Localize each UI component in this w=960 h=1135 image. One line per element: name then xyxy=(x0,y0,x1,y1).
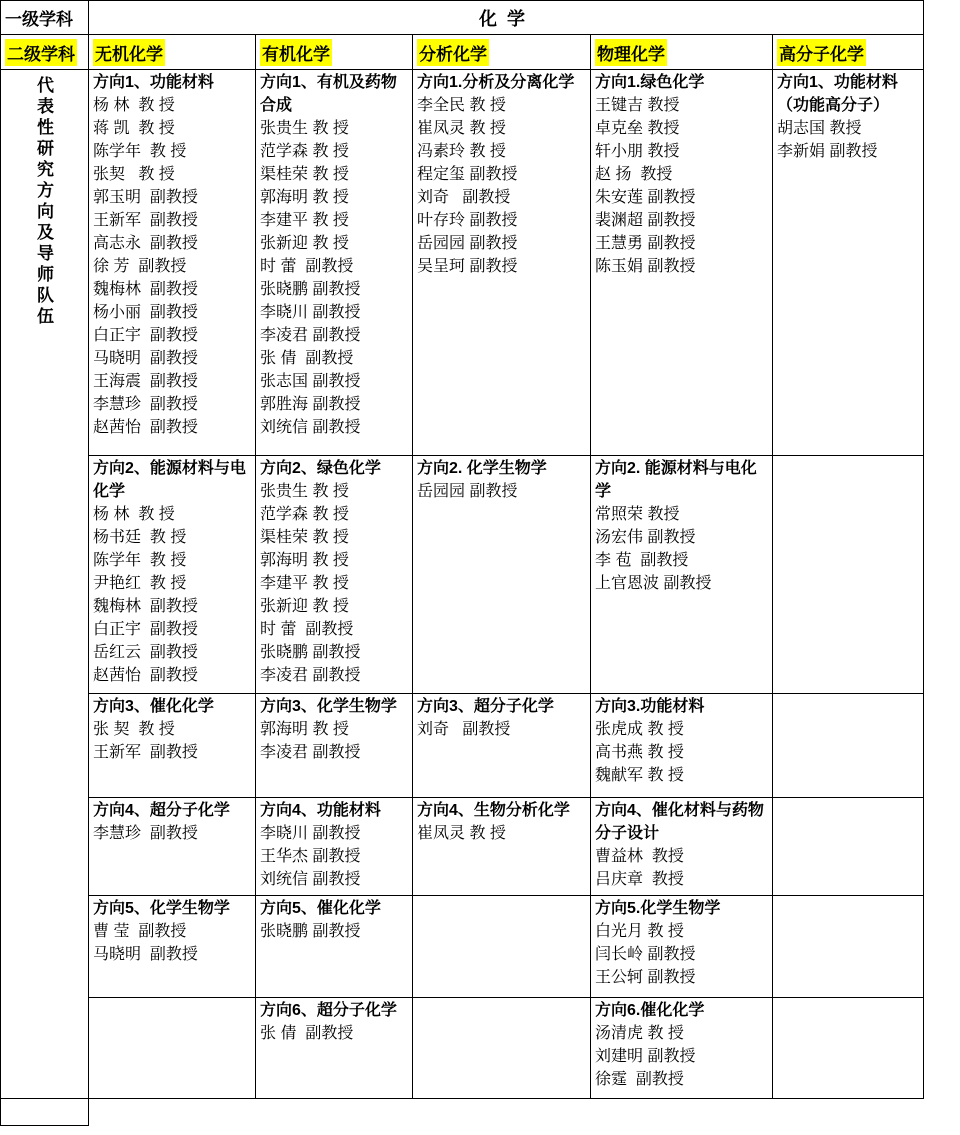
side-label-char: 队 xyxy=(37,286,54,305)
faculty-member: 张晓鹏 副教授 xyxy=(260,923,361,940)
faculty-member: 李凌君 副教授 xyxy=(260,327,361,344)
direction-row-3 xyxy=(1,694,924,798)
faculty-member: 郭海明 教 授 xyxy=(260,189,349,206)
direction-row-6 xyxy=(1,998,924,1099)
faculty-member: 郭玉明 副教授 xyxy=(93,189,198,206)
direction-title: 方向1、有机及药物合成 xyxy=(260,74,397,114)
direction-cell-r1-c1 xyxy=(89,70,256,456)
direction-cell-r5-c3 xyxy=(413,896,591,998)
direction-cell-r3-c1 xyxy=(89,694,256,798)
faculty-member: 马晓明 副教授 xyxy=(93,350,198,367)
side-label-char: 表 xyxy=(37,97,54,116)
faculty-member: 刘统信 副教授 xyxy=(260,871,361,888)
level1-discipline-label: 一级学科 xyxy=(1,1,89,35)
direction-cell-r3-c3 xyxy=(413,694,591,798)
direction-title: 方向1、功能材料（功能高分子） xyxy=(777,74,898,114)
level2-label-highlight: 二级学科 xyxy=(5,39,77,66)
column-header-inorganic xyxy=(89,35,256,70)
faculty-member: 李慧珍 副教授 xyxy=(93,396,198,413)
faculty-member: 李凌君 副教授 xyxy=(260,667,361,684)
faculty-member: 郭海明 教 授 xyxy=(260,721,349,738)
direction-row-4 xyxy=(1,798,924,896)
direction-cell-r2-c3 xyxy=(413,456,591,694)
column-header-highlight: 高分子化学 xyxy=(777,39,866,66)
faculty-member: 岳园园 副教授 xyxy=(417,235,518,252)
direction-title: 方向6.催化化学 xyxy=(595,1002,705,1019)
faculty-member: 郭胜海 副教授 xyxy=(260,396,361,413)
direction-cell-r3-c4 xyxy=(591,694,773,798)
faculty-member: 闫长岭 副教授 xyxy=(595,946,696,963)
direction-title: 方向2. 化学生物学 xyxy=(417,460,547,477)
direction-row-1 xyxy=(1,70,924,456)
column-header-highlight: 无机化学 xyxy=(93,39,165,66)
direction-cell-r6-c3 xyxy=(413,998,591,1099)
level1-row xyxy=(1,1,924,35)
faculty-member: 尹艳红 教 授 xyxy=(93,575,187,592)
level2-row xyxy=(1,35,924,70)
direction-row-5 xyxy=(1,896,924,998)
direction-title: 方向1.绿色化学 xyxy=(595,74,705,91)
direction-cell-r4-c1 xyxy=(89,798,256,896)
direction-cell-r4-c2 xyxy=(256,798,413,896)
faculty-member: 李晓川 副教授 xyxy=(260,304,361,321)
direction-cell-r5-c1 xyxy=(89,896,256,998)
faculty-member: 刘建明 副教授 xyxy=(595,1048,696,1065)
direction-cell-r2-c4 xyxy=(591,456,773,694)
faculty-member: 王公轲 副教授 xyxy=(595,969,696,986)
direction-cell-r2-c1 xyxy=(89,456,256,694)
faculty-member: 胡志国 教授 xyxy=(777,120,862,137)
direction-title: 方向4、功能材料 xyxy=(260,802,381,819)
faculty-member: 张契 教 授 xyxy=(93,166,175,183)
side-label-char: 师 xyxy=(37,265,54,284)
side-label-char: 究 xyxy=(37,160,54,179)
faculty-member: 裴渊超 副教授 xyxy=(595,212,696,229)
faculty-member: 刘奇 副教授 xyxy=(417,721,511,738)
faculty-member: 陈玉娟 副教授 xyxy=(595,258,696,275)
faculty-member: 杨 林 教 授 xyxy=(93,97,175,114)
faculty-member: 上官恩波 副教授 xyxy=(595,575,712,592)
direction-title: 方向3、超分子化学 xyxy=(417,698,554,715)
faculty-member: 张新迎 教 授 xyxy=(260,598,349,615)
direction-cell-r4-c4 xyxy=(591,798,773,896)
direction-title: 方向2. 能源材料与电化学 xyxy=(595,460,757,500)
faculty-member: 王键吉 教授 xyxy=(595,97,680,114)
faculty-member: 杨书廷 教 授 xyxy=(93,529,187,546)
direction-cell-r4-c3 xyxy=(413,798,591,896)
direction-cell-r3-c2 xyxy=(256,694,413,798)
side-label-char: 及 xyxy=(37,223,54,242)
direction-title: 方向4、超分子化学 xyxy=(93,802,230,819)
direction-title: 方向4、生物分析化学 xyxy=(417,802,570,819)
faculty-member: 马晓明 副教授 xyxy=(93,946,198,963)
direction-row-2 xyxy=(1,456,924,694)
direction-cell-r5-c2 xyxy=(256,896,413,998)
direction-title: 方向2、能源材料与电化学 xyxy=(93,460,246,500)
faculty-member: 张 契 教 授 xyxy=(93,721,175,738)
faculty-member: 李新娟 副教授 xyxy=(777,143,878,160)
faculty-member: 魏梅林 副教授 xyxy=(93,281,198,298)
faculty-member: 徐 芳 副教授 xyxy=(93,258,187,275)
faculty-member: 蒋 凯 教 授 xyxy=(93,120,175,137)
direction-title: 方向5.化学生物学 xyxy=(595,900,721,917)
direction-cell-r2-c5 xyxy=(773,456,924,694)
faculty-member: 魏梅林 副教授 xyxy=(93,598,198,615)
faculty-member: 程定玺 副教授 xyxy=(417,166,518,183)
faculty-member: 李慧珍 副教授 xyxy=(93,825,198,842)
faculty-member: 张 倩 副教授 xyxy=(260,1025,354,1042)
direction-title: 方向3.功能材料 xyxy=(595,698,705,715)
direction-cell-r1-c3 xyxy=(413,70,591,456)
faculty-member: 张志国 副教授 xyxy=(260,373,361,390)
side-label-char: 性 xyxy=(37,118,54,137)
faculty-member: 岳园园 副教授 xyxy=(417,483,518,500)
column-header-polymer xyxy=(773,35,924,70)
faculty-member: 吕庆章 教授 xyxy=(595,871,684,888)
faculty-member: 杨 林 教 授 xyxy=(93,506,175,523)
direction-cell-r4-c5 xyxy=(773,798,924,896)
faculty-member: 常照荣 教授 xyxy=(595,506,680,523)
faculty-member: 张新迎 教 授 xyxy=(260,235,349,252)
column-header-organic xyxy=(256,35,413,70)
side-label-char: 代 xyxy=(37,76,54,95)
faculty-member: 赵茜怡 副教授 xyxy=(93,667,198,684)
faculty-member: 徐霆 副教授 xyxy=(595,1071,684,1088)
faculty-member: 李全民 教 授 xyxy=(417,97,506,114)
faculty-member: 白正宇 副教授 xyxy=(93,327,198,344)
faculty-member: 渠桂荣 教 授 xyxy=(260,529,349,546)
faculty-member: 张贵生 教 授 xyxy=(260,120,349,137)
direction-title: 方向3、催化化学 xyxy=(93,698,214,715)
column-header-highlight: 物理化学 xyxy=(595,39,667,66)
level1-discipline-value: 化学 xyxy=(89,1,924,35)
faculty-member: 王海震 副教授 xyxy=(93,373,198,390)
column-header-highlight: 有机化学 xyxy=(260,39,332,66)
direction-cell-r6-c4 xyxy=(591,998,773,1099)
direction-title: 方向1.分析及分离化学 xyxy=(417,74,575,91)
direction-cell-r5-c5 xyxy=(773,896,924,998)
faculty-member: 卓克垒 教授 xyxy=(595,120,680,137)
faculty-member: 李建平 教 授 xyxy=(260,575,349,592)
direction-cell-r1-c5 xyxy=(773,70,924,456)
faculty-member: 朱安莲 副教授 xyxy=(595,189,696,206)
direction-title: 方向4、催化材料与药物分子设计 xyxy=(595,802,764,842)
side-label-char: 方 xyxy=(37,181,54,200)
side-label-char: 研 xyxy=(37,139,54,158)
faculty-member: 李建平 教 授 xyxy=(260,212,349,229)
side-header-vertical-label xyxy=(1,70,89,1099)
faculty-member: 冯素玲 教 授 xyxy=(417,143,506,160)
direction-cell-r1-c4 xyxy=(591,70,773,456)
faculty-member: 王新军 副教授 xyxy=(93,744,198,761)
faculty-member: 崔凤灵 教 授 xyxy=(417,825,506,842)
direction-cell-r1-c2 xyxy=(256,70,413,456)
faculty-member: 白正宇 副教授 xyxy=(93,621,198,638)
faculty-member: 张贵生 教 授 xyxy=(260,483,349,500)
faculty-member: 高志永 副教授 xyxy=(93,235,198,252)
faculty-member: 崔凤灵 教 授 xyxy=(417,120,506,137)
faculty-member: 范学森 教 授 xyxy=(260,143,349,160)
faculty-member: 张晓鹏 副教授 xyxy=(260,644,361,661)
faculty-member: 张 倩 副教授 xyxy=(260,350,354,367)
direction-title: 方向1、功能材料 xyxy=(93,74,214,91)
faculty-member: 渠桂荣 教 授 xyxy=(260,166,349,183)
column-header-highlight: 分析化学 xyxy=(417,39,489,66)
faculty-member: 魏献军 教 授 xyxy=(595,767,684,784)
column-header-analytical xyxy=(413,35,591,70)
faculty-member: 李凌君 副教授 xyxy=(260,744,361,761)
faculty-member: 刘统信 副教授 xyxy=(260,419,361,436)
faculty-member: 王慧勇 副教授 xyxy=(595,235,696,252)
level2-discipline-label xyxy=(1,35,89,70)
faculty-member: 刘奇 副教授 xyxy=(417,189,511,206)
direction-title: 方向5、催化化学 xyxy=(260,900,381,917)
direction-cell-r6-c1 xyxy=(89,998,256,1099)
faculty-member: 张虎成 教 授 xyxy=(595,721,684,738)
faculty-member: 时 蕾 副教授 xyxy=(260,621,354,638)
direction-cell-r6-c2 xyxy=(256,998,413,1099)
next-table-stub xyxy=(0,1099,89,1126)
faculty-member: 岳红云 副教授 xyxy=(93,644,198,661)
faculty-member: 李 苞 副教授 xyxy=(595,552,689,569)
faculty-member: 叶存玲 副教授 xyxy=(417,212,518,229)
faculty-member: 李晓川 副教授 xyxy=(260,825,361,842)
side-label-char: 向 xyxy=(37,202,54,221)
faculty-member: 曹益林 教授 xyxy=(595,848,684,865)
faculty-member: 吴呈珂 副教授 xyxy=(417,258,518,275)
faculty-member: 杨小丽 副教授 xyxy=(93,304,198,321)
faculty-member: 赵茜怡 副教授 xyxy=(93,419,198,436)
direction-cell-r6-c5 xyxy=(773,998,924,1099)
faculty-member: 张晓鹏 副教授 xyxy=(260,281,361,298)
faculty-member: 王新军 副教授 xyxy=(93,212,198,229)
direction-cell-r2-c2 xyxy=(256,456,413,694)
faculty-member: 王华杰 副教授 xyxy=(260,848,361,865)
faculty-member: 时 蕾 副教授 xyxy=(260,258,354,275)
faculty-member: 汤清虎 教 授 xyxy=(595,1025,684,1042)
direction-cell-r3-c5 xyxy=(773,694,924,798)
faculty-member: 赵 扬 教授 xyxy=(595,166,673,183)
faculty-member: 轩小朋 教授 xyxy=(595,143,680,160)
direction-title: 方向3、化学生物学 xyxy=(260,698,397,715)
column-header-physical xyxy=(591,35,773,70)
faculty-member: 陈学年 教 授 xyxy=(93,552,187,569)
faculty-member: 高书燕 教 授 xyxy=(595,744,684,761)
side-label-char: 伍 xyxy=(37,307,54,326)
direction-cell-r5-c4 xyxy=(591,896,773,998)
direction-title: 方向6、超分子化学 xyxy=(260,1002,397,1019)
faculty-member: 范学森 教 授 xyxy=(260,506,349,523)
faculty-member: 陈学年 教 授 xyxy=(93,143,187,160)
faculty-member: 汤宏伟 副教授 xyxy=(595,529,696,546)
faculty-member: 白光月 教 授 xyxy=(595,923,684,940)
faculty-member: 曹 莹 副教授 xyxy=(93,923,187,940)
faculty-member: 郭海明 教 授 xyxy=(260,552,349,569)
side-label-char: 导 xyxy=(37,244,54,263)
direction-title: 方向2、绿色化学 xyxy=(260,460,381,477)
direction-title: 方向5、化学生物学 xyxy=(93,900,230,917)
